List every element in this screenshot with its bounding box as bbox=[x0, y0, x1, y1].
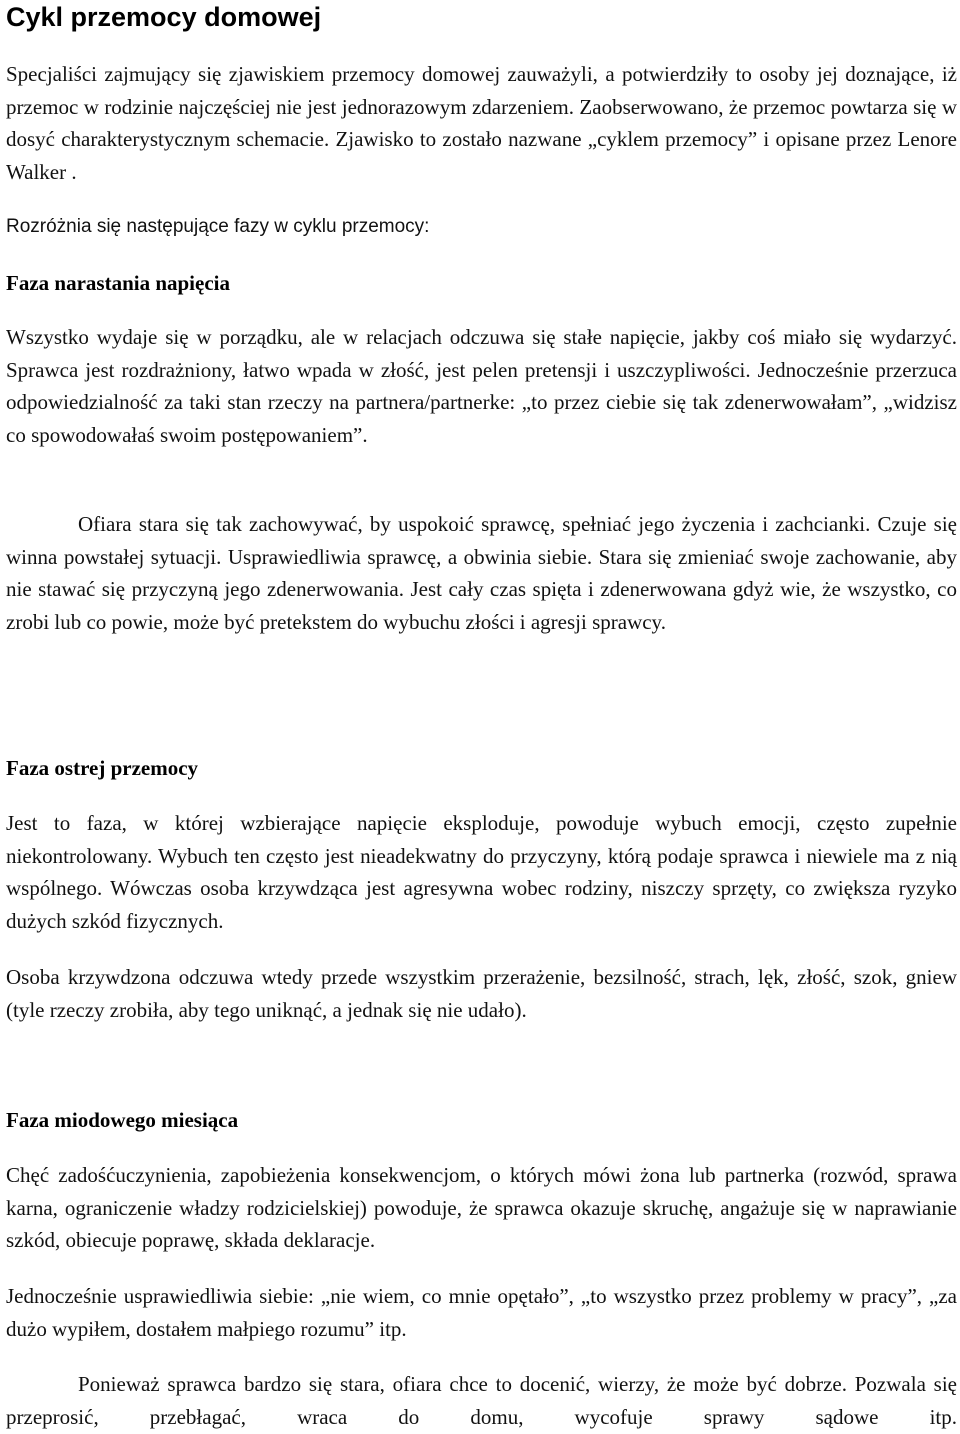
phase-acute-paragraph-2: Osoba krzywdzona odczuwa wtedy przede wszystkim przerażenie, bezsilność, strach, lęk, złość, szok, gniew (tyle rzeczy zrobiła, aby tego uniknąć, a jednak się nie udało). bbox=[6, 965, 957, 1022]
intro-paragraph: Specjaliści zajmujący się zjawiskiem przemocy domowej zauważyli, a potwierdziły to osoby jej doznające, iż przemoc w rodzinie najczęściej nie jest jednorazowym zdarzeniem. Zaobserwowano, że przemoc powtarza się w dosyć charakterystycznym schemacie. Zjawisko to zostało nazwane „cyklem przemocy” i opisane przez Lenore Walker . bbox=[6, 62, 957, 184]
phase-tension-paragraph-1: Wszystko wydaje się w porządku, ale w relacjach odczuwa się stałe napięcie, jakby coś miało się wydarzyć. Sprawca jest rozdrażniony, łatwo wpada w złość, jest pelen pretensji i uszczypliwości. Jednocześnie przerzuca odpowiedzialność za taki stan rzeczy na partnera/partnerke: „to przez ciebie się tak zdenerwowałam”, „widzisz co spowodowałaś swoim postępowaniem”. bbox=[6, 325, 957, 447]
phase-tension-paragraph-2: Ofiara stara się tak zachowywać, by uspokoić sprawcę, spełniać jego życzenia i zachcianki. Czuje się winna powstałej sytuacji. Usprawiedliwia sprawcę, a obwinia siebie. Stara się zmieniać swoje zachowanie, aby nie stawać się przyczyną jego zdenerwowania. Jest cały czas spięta i zdenerwowana gdyż wie, że wszystko, co zrobi lub co powie, może być pretekstem do wybuchu złości i agresji sprawcy. bbox=[6, 512, 957, 634]
phases-intro: Rozróżnia się następujące fazy w cyklu przemocy: bbox=[6, 216, 430, 237]
phase-heading-honeymoon: Faza miodowego miesiąca bbox=[6, 1108, 239, 1132]
phase-acute-paragraph-1: Jest to faza, w której wzbierające napięcie eksploduje, powoduje wybuch emocji, często zupełnie niekontrolowany. Wybuch ten często jest nieadekwatny do przyczyny, którą podaje sprawca i niewiele ma z nią wspólnego. Wówczas osoba krzywdząca jest agresywna wobec rodziny, niszczy sprzęty, co zwiększa ryzyko dużych szkód fizycznych. bbox=[6, 811, 957, 933]
phase-honeymoon-paragraph-2: Jednocześnie usprawiedliwia siebie: „nie wiem, co mnie opętało”, „to wszystko przez problemy w pracy”, „za dużo wypiłem, dostałem małpiego rozumu” itp. bbox=[6, 1284, 957, 1341]
phase-honeymoon-paragraph-3: Ponieważ sprawca bardzo się stara, ofiara chce to docenić, wierzy, że może być dobrze. Pozwala się przeprosić, przebłagać, wraca do domu, wycofuje sprawy sądowe itp. bbox=[6, 1372, 957, 1429]
phase-honeymoon-paragraph-1: Chęć zadośćuczynienia, zapobieżenia konsekwencjom, o których mówi żona lub partnerka (rozwód, sprawa karna, ograniczenie władzy rodzicielskiej) powoduje, że sprawca okazuje skruchę, angażuje się w naprawianie szkód, obiecuje poprawę, składa deklaracje. bbox=[6, 1163, 957, 1253]
phase-heading-tension: Faza narastania napięcia bbox=[6, 271, 230, 295]
phase-heading-acute: Faza ostrej przemocy bbox=[6, 756, 199, 780]
page-title: Cykl przemocy domowej bbox=[6, 2, 322, 32]
